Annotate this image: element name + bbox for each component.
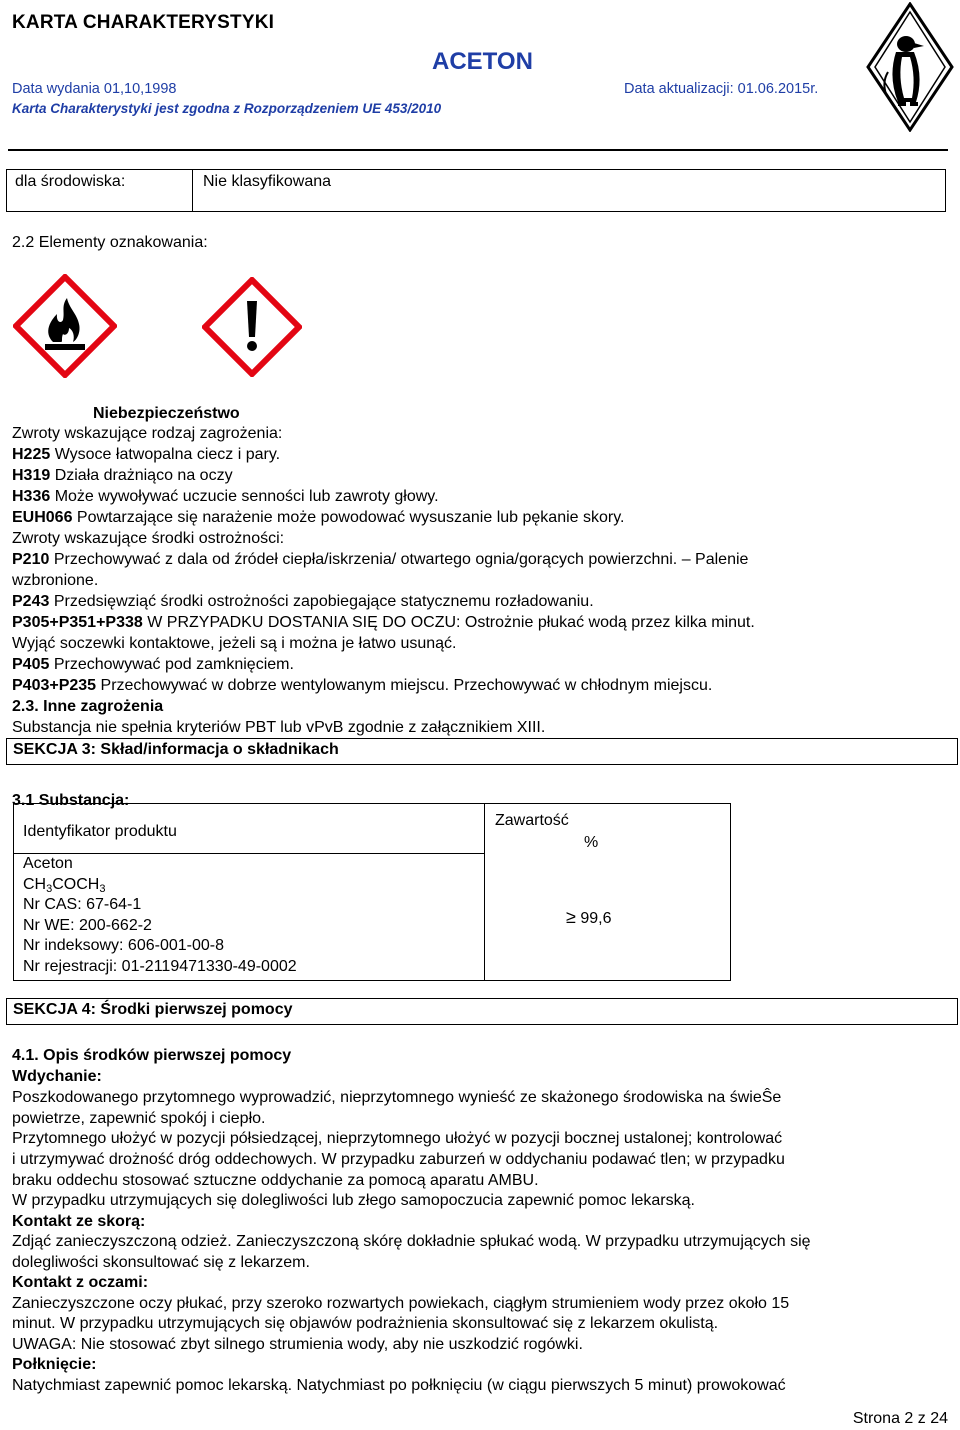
doc-title: KARTA CHARAKTERYSTYKI bbox=[12, 12, 275, 33]
eye-contact-text-3: UWAGA: Nie stosować zbyt silnego strumienia wody, aby nie uszkodzić rogówki. bbox=[12, 1336, 583, 1353]
p405-line: P405 Przechowywać pod zamknięciem. bbox=[12, 656, 294, 673]
col-header-content: Zawartość bbox=[495, 812, 569, 829]
p243-line: P243 Przedsięwziąć środki ostrożności zapobiegające statycznemu rozładowaniu. bbox=[12, 593, 594, 610]
section-3-1-heading: 3.1 Substancja: bbox=[12, 792, 130, 809]
cas-number: Nr CAS: 67-64-1 bbox=[23, 896, 142, 913]
section-4-header: SEKCJA 4: Środki pierwszej pomocy bbox=[6, 998, 958, 1025]
regulation-note: Karta Charakterystyki jest zgodna z Rozporządzeniem UE 453/2010 bbox=[12, 101, 442, 116]
inhalation-text-5: braku oddechu stosować sztuczne oddychanie za pomocą aparatu AMBU. bbox=[12, 1172, 539, 1189]
p210-line: P210 Przechowywać z dala od źródeł ciepła/iskrzenia/ otwartego ognia/gorących powierzchni. – Palenie bbox=[12, 551, 749, 568]
p305-line: P305+P351+P338 W PRZYPADKU DOSTANIA SIĘ DO OCZU: Ostrożnie płukać wodą przez kilka minut. bbox=[12, 614, 755, 631]
issue-date: Data wydania 01,10,1998 bbox=[12, 81, 177, 97]
other-hazards-heading: 2.3. Inne zagrożenia bbox=[12, 698, 164, 715]
eye-contact-label: Kontakt z oczami: bbox=[12, 1274, 149, 1291]
eye-contact-text-2: minut. W przypadku utrzymujących się objawów podrażnienia skonsultować się z lekarzem okulistą. bbox=[12, 1315, 719, 1332]
exclamation-pictogram-icon bbox=[202, 277, 302, 377]
p210-continuation: wzbronione. bbox=[12, 572, 99, 589]
composition-table bbox=[13, 803, 731, 981]
flame-pictogram-icon bbox=[13, 274, 117, 378]
inhalation-label: Wdychanie: bbox=[12, 1068, 102, 1085]
p403-line: P403+P235 Przechowywać w dobrze wentylowanym miejscu. Przechowywać w chłodnym miejscu. bbox=[12, 677, 713, 694]
product-name: ACETON bbox=[432, 48, 533, 75]
section-4-1-heading: 4.1. Opis środków pierwszej pomocy bbox=[12, 1047, 292, 1064]
inhalation-text-1: Poszkodowanego przytomnego wyprowadzić, nieprzytomnego wynieść ze skażonego środowiska na świeŜe bbox=[12, 1089, 782, 1106]
section-2-2-heading: 2.2 Elementy oznakowania: bbox=[12, 234, 208, 251]
h225-line: H225 Wysoce łatwopalna ciecz i pary. bbox=[12, 446, 281, 463]
skin-contact-text-2: dolegliwości skonsultować się z lekarzem. bbox=[12, 1254, 310, 1271]
page-number: Strona 2 z 24 bbox=[852, 1410, 948, 1427]
index-number: Nr indeksowy: 606-001-00-8 bbox=[23, 937, 224, 954]
inhalation-text-6: W przypadku utrzymujących się dolegliwości lub złego samopoczucia zapewnić pomoc lekarską. bbox=[12, 1192, 695, 1209]
ingestion-text-1: Natychmiast zapewnić pomoc lekarską. Natychmiast po połknięciu (w ciągu pierwszych 5 minut) prowokować bbox=[12, 1377, 786, 1394]
p-statements-intro: Zwroty wskazujące środki ostrożności: bbox=[12, 530, 285, 547]
col-header-identifier: Identyfikator produktu bbox=[23, 823, 177, 840]
substance-formula: $CH_3COCH_3$ bbox=[23, 876, 106, 895]
section-3-header: SEKCJA 3: Skład/informacja o składnikach bbox=[6, 738, 958, 765]
inhalation-text-2: powietrze, zapewnić spokój i ciepło. bbox=[12, 1110, 266, 1127]
content-value: ≥ 99,6 bbox=[566, 907, 612, 927]
h-statements-intro: Zwroty wskazujące rodzaj zagrożenia: bbox=[12, 425, 283, 442]
other-hazards-text: Substancja nie spełnia kryteriów PBT lub vPvB zgodnie z załącznikiem XIII. bbox=[12, 719, 546, 736]
col-header-percent: % bbox=[584, 834, 599, 851]
penguin-logo-icon bbox=[866, 2, 954, 132]
ingestion-label: Połknięcie: bbox=[12, 1356, 97, 1373]
registration-number: Nr rejestracji: 01-2119471330-49-0002 bbox=[23, 958, 297, 975]
env-value: Nie klasyfikowana bbox=[203, 173, 332, 190]
signal-word: Niebezpieczeństwo bbox=[93, 405, 240, 422]
skin-contact-label: Kontakt ze skorą: bbox=[12, 1213, 146, 1230]
inhalation-text-4: i utrzymywać drożność dróg oddechowych. W przypadku zaburzeń w oddychaniu podawać tlen; w przypadku bbox=[12, 1151, 785, 1168]
we-number: Nr WE: 200-662-2 bbox=[23, 917, 152, 934]
skin-contact-text-1: Zdjąć zanieczyszczoną odzież. Zanieczyszczoną skórę dokładnie spłukać wodą. W przypadku utrzymujących się bbox=[12, 1233, 811, 1250]
inhalation-text-3: Przytomnego ułożyć w pozycji półsiedzącej, nieprzytomnego ułożyć w pozycji bocznej ustalonej; kontrolować bbox=[12, 1130, 783, 1147]
eye-contact-text-1: Zanieczyszczone oczy płukać, przy szeroko rozwartych powiekach, ciągłym strumieniem wody przez około 15 bbox=[12, 1295, 790, 1312]
p305-continuation: Wyjąć soczewki kontaktowe, jeżeli są i można je łatwo usunąć. bbox=[12, 635, 457, 652]
substance-name: Aceton bbox=[23, 855, 73, 872]
h336-line: H336 Może wywoływać uczucie senności lub zawroty głowy. bbox=[12, 488, 439, 505]
env-label: dla środowiska: bbox=[15, 173, 126, 190]
h319-line: H319 Działa drażniąco na oczy bbox=[12, 467, 233, 484]
environment-classification-row bbox=[6, 169, 946, 212]
euh066-line: EUH066 Powtarzające się narażenie może powodować wysuszanie lub pękanie skory. bbox=[12, 509, 625, 526]
update-date: Data aktualizacji: 01.06.2015r. bbox=[624, 81, 819, 97]
header-divider bbox=[8, 149, 948, 151]
